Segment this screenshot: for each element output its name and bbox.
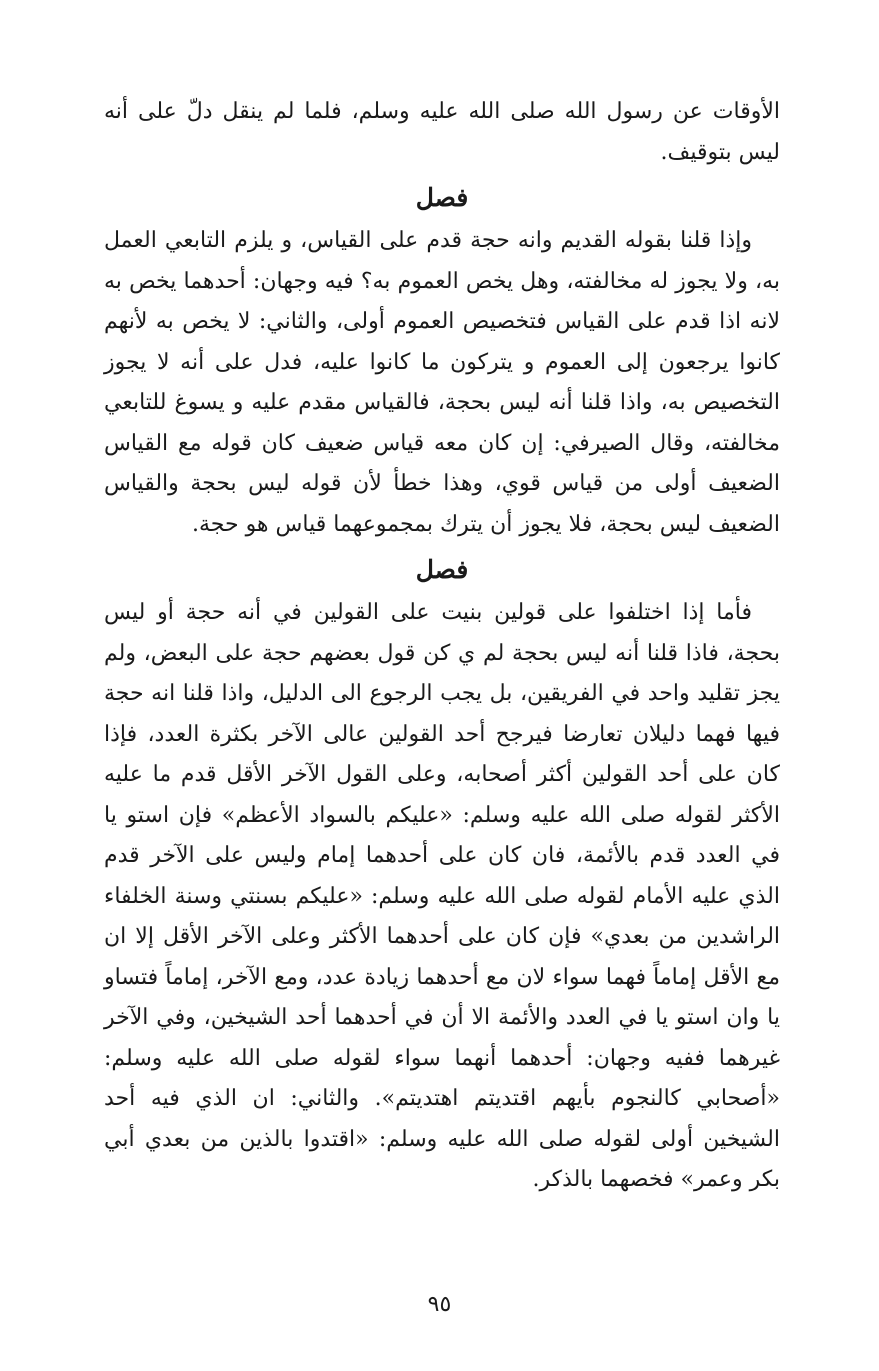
- text-line: أحدهما أنهما سواء لقوله صلى الله عليه وسلم: «أصحابي كالنجوم بأيهم اقتديتم: [104, 1045, 781, 1111]
- text-line: أحد القولين أكثر أصحابه، وعلى القول الآخر الأقل قدم ما عليه الأكثر لقوله: [104, 762, 780, 828]
- page-body: [104, 92, 780, 1201]
- text-line: الضعيف أولى من قياس قوي، وهذا خطأ لأن قوله ليس بحجة والقياس: [104, 471, 780, 496]
- text-line: وإذا قلنا بقوله القديم وانه حجة قدم على القياس، و يلزم التابعي العمل: [104, 228, 752, 253]
- text-line: التخصيص به، واذا قلنا أنه ليس بحجة، فالقياس مقدم عليه و يسوغ للتابعي: [104, 390, 780, 415]
- text-line: الضعيف ليس بحجة، فلا يجوز أن يترك بمجموعهما قياس هو حجة.: [191, 511, 780, 537]
- text-line: لقوله صلى الله عليه وسلم: «عليكم بسنتي وسنة الخلفاء الراشدين من بعدي»: [104, 883, 781, 949]
- text-line: واحد في الفريقين، بل يجب الرجوع الى الدليل، واذا قلنا انه حجة فيها فهما: [104, 681, 780, 747]
- text-line: بتوقيف.: [660, 139, 732, 165]
- page-number: ٩٥: [427, 1292, 452, 1317]
- text-line: الأوقات عن رسول الله صلى الله عليه وسلم، فلما لم ينقل دلّ على أنه ليس: [104, 99, 780, 165]
- text-line: فأما إذا اختلفوا على قولين بنيت على القولين في أنه حجة أو ليس بحجة،: [104, 600, 780, 666]
- section-heading: فصل: [415, 555, 469, 584]
- text-line: والأئمة الا أن في أحدهما أحد الشيخين، وفي الآخر غيرهما ففيه وجهان:: [104, 1005, 781, 1071]
- text-line: فإن كان على أحدهما الأكثر وعلى الآخر الأقل إلا ان مع الأقل إماماً فهما سواء: [104, 924, 780, 990]
- text-line: دليلان تعارضا فيرجح أحد القولين عالى الآخر بكثرة العدد، فإذا كان على: [104, 721, 780, 787]
- text-line: بالأئمة، فان كان على أحدهما إمام وليس على الآخر قدم الذي عليه الأمام: [104, 843, 780, 909]
- section-paragraph: [104, 593, 780, 1201]
- text-line: فاذا قلنا أنه ليس بحجة لم ي كن قول بعضهم حجة على البعض، ولم يجز تقليد: [104, 640, 780, 706]
- text-line: صلى الله عليه وسلم: «عليكم بالسواد الأعظم» فإن استو يا في العدد قدم: [104, 802, 780, 868]
- text-line: لان مع أحدهما زيادة عدد، ومع الآخر، إماماً فتساو يا وان استو يا في العدد: [104, 964, 780, 1030]
- text-line: به، ولا يجوز له مخالفته، وهل يخص العموم به؟ فيه وجهان: أحدهما يخص به: [104, 268, 780, 294]
- intro-paragraph: [104, 92, 780, 173]
- text-line: لانه اذا قدم على القياس فتخصيص العموم أولى، والثاني: لا يخص به لأنهم: [104, 309, 780, 334]
- text-line: وسلم: «اقتدوا بالذين من بعدي أبي بكر وعمر» فخصهما بالذكر.: [104, 1126, 780, 1192]
- text-line: اهتديتم». والثاني: ان الذي فيه أحد الشيخين أولى لقوله صلى الله عليه: [104, 1086, 780, 1152]
- text-line: كانوا يرجعون إلى العموم و يتركون ما كانوا عليه، فدل على أنه لا يجوز: [104, 349, 780, 375]
- section-paragraph: [104, 221, 780, 545]
- text-line: مخالفته، وقال الصيرفي: إن كان معه قياس ضعيف كان قوله مع القياس: [104, 430, 780, 456]
- section-heading: فصل: [415, 183, 469, 212]
